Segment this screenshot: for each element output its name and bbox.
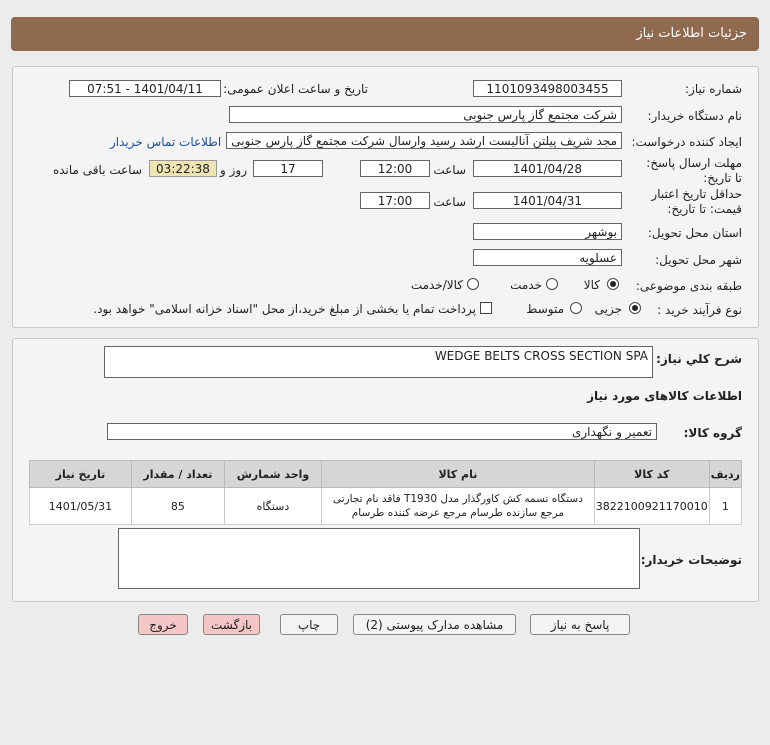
process-label: نوع فرآیند خرید : [657,303,742,317]
cell-quantity: 85 [131,488,224,525]
buyer-org-field: شرکت مجتمع گاز پارس جنوبی [229,106,622,123]
page-title: جزئیات اطلاعات نیاز [636,26,747,41]
col-goods-name: نام کالا [322,461,595,488]
province-field: بوشهر [473,223,622,240]
back-button[interactable]: بازگشت [203,614,260,635]
deadline-time-field: 12:00 [360,160,430,177]
deadline-time-label: ساعت [433,163,466,177]
cell-goods-name: دستگاه تسمه کش کاورگذار مدل T1930 فاقد نام تجارتی مرجع سازنده طرسام مرجع عرضه کننده طرسام [322,488,595,525]
reply-button[interactable]: پاسخ به نیاز [530,614,630,635]
description-field: WEDGE BELTS CROSS SECTION SPA [104,346,653,378]
remaining-time-field: 03:22:38 [149,160,217,177]
exit-button[interactable]: خروج [138,614,188,635]
goods-table [29,460,742,525]
process-radio-medium[interactable] [570,302,582,314]
buyer-notes-label: توضیحات خریدار: [640,553,742,567]
cell-need-date: 1401/05/31 [30,488,132,525]
category-option-service: خدمت [510,278,542,292]
goods-group-field: تعمیر و نگهداری [107,423,657,440]
days-field: 17 [253,160,323,177]
validity-time-label: ساعت [433,195,466,209]
attachments-button[interactable]: مشاهده مدارک پیوستی (2) [353,614,516,635]
goods-group-label: گروه کالا: [683,426,742,440]
treasury-note: پرداخت تمام یا بخشی از مبلغ خرید،از محل "اسناد خزانه اسلامی" خواهد بود. [93,302,476,316]
validity-label: حداقل تاریخ اعتبار قیمت: تا تاریخ: [651,187,742,216]
goods-info-title: اطلاعات کالاهای مورد نیاز [587,389,742,403]
category-option-goods: کالا [583,278,600,292]
buyer-org-label: نام دستگاه خریدار: [647,109,742,123]
validity-date-field: 1401/04/31 [473,192,622,209]
treasury-checkbox[interactable] [480,302,492,314]
process-radio-minor[interactable] [629,302,641,314]
creator-label: ایجاد کننده درخواست: [631,135,742,149]
remaining-label: ساعت باقی مانده [52,163,142,177]
print-button[interactable]: چاپ [280,614,338,635]
category-option-goods-service: کالا/خدمت [410,278,463,292]
col-quantity: تعداد / مقدار [131,461,224,488]
city-field: عسلویه [473,249,622,266]
col-unit: واحد شمارش [224,461,321,488]
creator-field: مجد شریف پیلتن آنالیست ارشد رسید وارسال شرکت مجتمع گاز پارس جنوبی [226,132,622,149]
need-number-field: 1101093498003455 [473,80,622,97]
col-row-number: ردیف [709,461,741,488]
deadline-date-field: 1401/04/28 [473,160,622,177]
province-label: استان محل تحویل: [647,226,742,240]
cell-goods-code: 3822100921170010 [594,488,709,525]
city-label: شهر محل تحویل: [655,253,742,267]
col-goods-code: کد کالا [594,461,709,488]
table-header-row [30,461,742,488]
category-label: طبقه بندی موضوعی: [635,279,742,293]
buyer-contact-link[interactable]: اطلاعات تماس خریدار [110,135,222,149]
deadline-label: مهلت ارسال پاسخ: تا تاریخ: [646,156,742,185]
process-option-minor: جزیی [594,302,622,316]
page-header [11,17,759,51]
category-radio-goods-service[interactable] [467,278,479,290]
category-radio-service[interactable] [546,278,558,290]
category-radio-goods[interactable] [607,278,619,290]
process-option-medium: متوسط [526,302,564,316]
description-label: شرح کلي نياز: [656,352,742,366]
cell-unit: دستگاه [224,488,321,525]
announce-label: تاریخ و ساعت اعلان عمومی: [223,82,368,96]
validity-time-field: 17:00 [360,192,430,209]
cell-row-number: 1 [709,488,741,525]
days-label: روز و [220,163,247,177]
col-need-date: تاریخ نیاز [30,461,132,488]
need-number-label: شماره نیاز: [685,82,742,96]
announce-field: 1401/04/11 - 07:51 [69,80,221,97]
buyer-notes-field [118,528,640,589]
table-row [30,488,742,525]
